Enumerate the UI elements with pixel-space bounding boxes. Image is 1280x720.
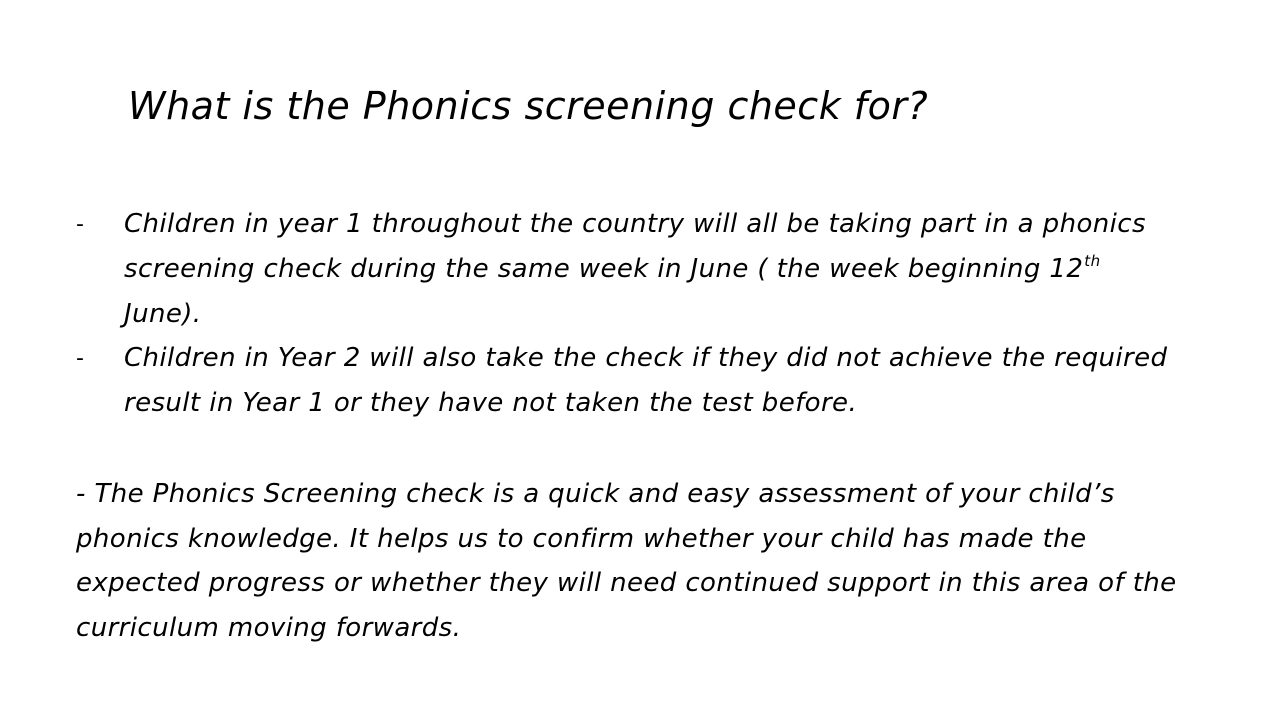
bullet-text: Children in Year 2 will also take the check if they did not achieve the required result in Year 1 or they have not taken the test before. <box>124 343 1168 418</box>
bullet-marker: - <box>76 212 85 237</box>
bullet-item <box>76 202 1176 337</box>
slide-title: What is the Phonics screening check for? <box>128 84 929 128</box>
bullet-text-main: Children in year 1 throughout the country will all be taking part in a phonics screening check during the same week in June ( the week beginning 12 <box>124 209 1146 284</box>
bullet-text-end: June). <box>124 299 202 329</box>
bullet-item <box>76 336 1176 426</box>
ordinal-suffix: th <box>1084 252 1101 270</box>
bullet-marker: - <box>76 346 85 371</box>
bullet-text <box>124 202 1176 337</box>
summary-paragraph: - The Phonics Screening check is a quick and easy assessment of your child’s phonics knowledge. It helps us to confirm whether your child has made the expected progress or whether they will need continued support in this area of the curriculum moving forwards. <box>76 479 1177 643</box>
